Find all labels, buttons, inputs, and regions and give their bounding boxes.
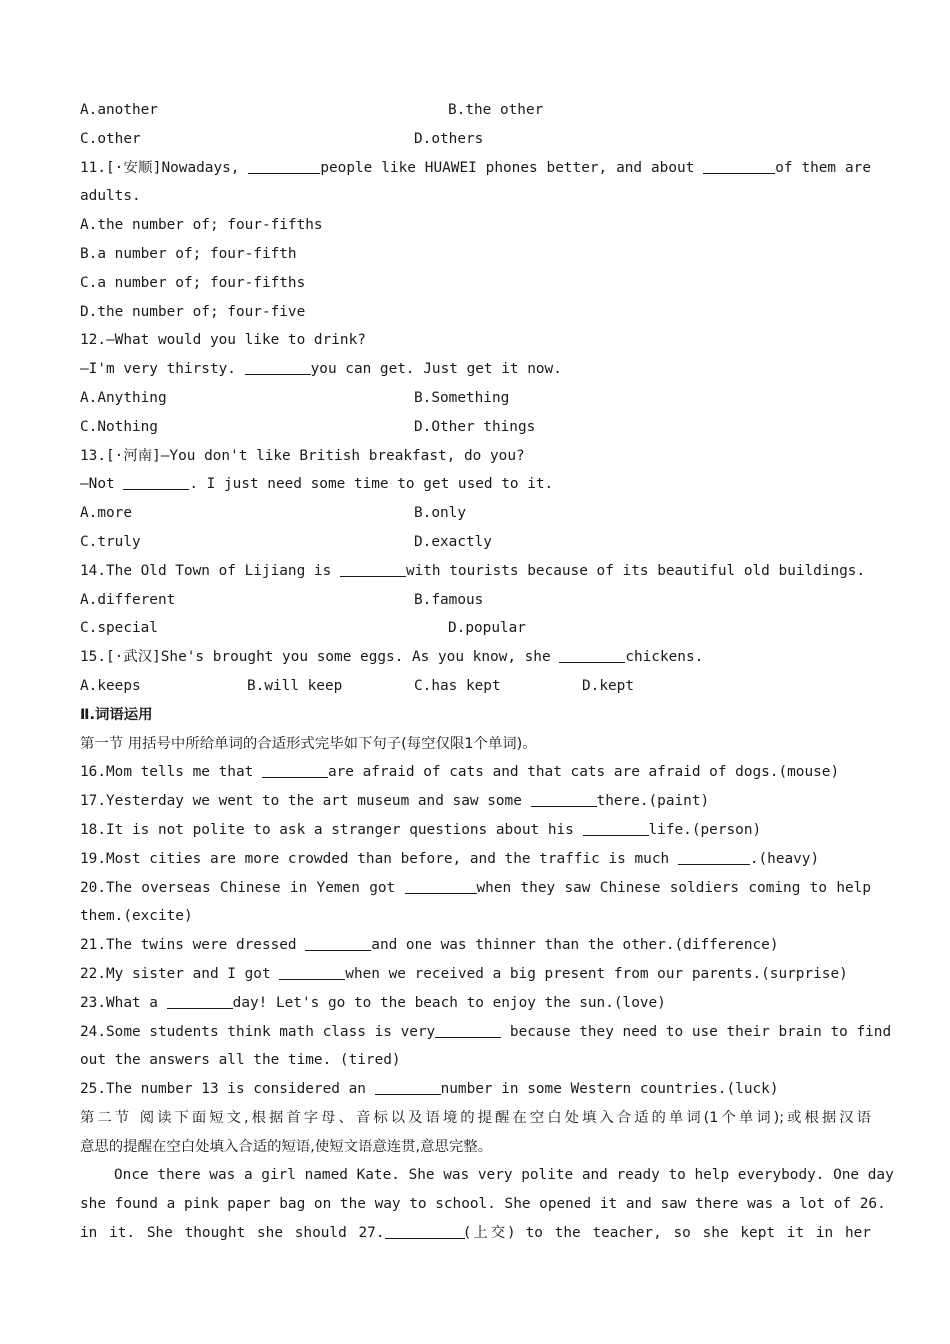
answer-blank[interactable] [531, 791, 597, 807]
answer-blank[interactable] [340, 561, 406, 577]
answer-blank[interactable] [245, 359, 311, 375]
q23-sentence: 23.What a day! Let's go to the beach to enjoy the sun.(love) [80, 994, 666, 1011]
q24-sentence-cont: out the answers all the time. (tired) [80, 1052, 401, 1069]
answer-blank[interactable] [123, 474, 189, 490]
q12-question: 12.—What would you like to drink? [80, 332, 366, 349]
q10-option-b: B.the other [448, 102, 544, 118]
q15-option-c: C.has kept [414, 677, 501, 694]
answer-blank[interactable] [375, 1079, 441, 1095]
q13-question: 13.[·河南]—You don't like British breakfast, do you? [80, 447, 525, 464]
q14-option-a: A.different [80, 591, 176, 608]
part1-instruction: 第一节 用括号中所给单词的合适形式完毕如下句子(每空仅限1个单词)。 [80, 735, 537, 752]
q15-question: 15.[·武汉]She's brought you some eggs. As you know, she chickens. [80, 649, 704, 666]
q12-options-row2 [80, 413, 871, 442]
q11-option-c: C.a number of; four-fifths [80, 274, 306, 291]
q19-sentence: 19.Most cities are more crowded than before, and the traffic is much .(heavy) [80, 850, 820, 867]
answer-blank[interactable] [248, 158, 320, 174]
passage-line-3: in it. She thought she should 27. (上交) to the teacher, so she kept it in her [80, 1225, 871, 1242]
q14-question: 14.The Old Town of Lijiang is with tourists because of its beautiful old buildings. [80, 562, 866, 579]
q20-sentence-cont: them.(excite) [80, 908, 193, 925]
q15-options-row [80, 672, 871, 701]
q13-option-c: C.truly [80, 533, 141, 550]
answer-blank[interactable] [678, 849, 750, 865]
answer-blank[interactable] [405, 878, 477, 894]
answer-blank[interactable] [703, 158, 775, 174]
q14-option-d: D.popular [448, 620, 526, 637]
q13-options-row1 [80, 499, 871, 528]
q13-option-d: D.exactly [414, 533, 492, 550]
q13-options-row2 [80, 528, 871, 557]
q10-option-d: D.others [414, 130, 484, 147]
section-heading: Ⅱ.词语运用 [80, 706, 153, 723]
q14-option-b: B.famous [414, 591, 484, 608]
q16-sentence: 16.Mom tells me that are afraid of cats and that cats are afraid of dogs.(mouse) [80, 764, 840, 781]
passage-line-1: Once there was a girl named Kate. She was very polite and ready to help everybody. One day [114, 1167, 894, 1184]
answer-blank[interactable] [279, 964, 345, 980]
q13-option-b: B.only [414, 505, 466, 522]
q20-sentence: 20.The overseas Chinese in Yemen got when they saw Chinese soldiers coming to help [80, 879, 871, 896]
answer-blank[interactable] [305, 935, 371, 951]
q21-sentence: 21.The twins were dressed and one was thinner than the other.(difference) [80, 937, 779, 954]
q24-sentence: 24.Some students think math class is very because they need to use their brain to find [80, 1023, 892, 1040]
q12-option-d: D.Other things [414, 418, 536, 435]
q10-option-a: A.another [80, 102, 158, 118]
answer-blank[interactable] [385, 1223, 465, 1239]
q15-option-d: D.kept [582, 677, 634, 694]
q11-question: 11.[·安顺]Nowadays, people like HUAWEI phones better, and about of them are [80, 159, 871, 176]
q25-sentence: 25.The number 13 is considered an number in some Western countries.(luck) [80, 1081, 779, 1098]
passage-line-2: she found a pink paper bag on the way to school. She opened it and saw there was a lot of 26. [80, 1196, 886, 1213]
q10-options-row2 [80, 125, 871, 154]
q14-option-c: C.special [80, 620, 158, 637]
q15-option-a: A.keeps [80, 677, 141, 694]
q13-option-a: A.more [80, 505, 132, 522]
q18-sentence: 18.It is not polite to ask a stranger questions about his life.(person) [80, 821, 762, 838]
answer-blank[interactable] [262, 762, 328, 778]
answer-blank[interactable] [167, 993, 233, 1009]
q14-options-row1 [80, 586, 871, 615]
q12-option-b: B.Something [414, 389, 510, 406]
part2-instruction-cont: 意思的提醒在空白处填入合适的短语,使短文语意连贯,意思完整。 [80, 1138, 493, 1155]
q11-option-d: D.the number of; four-five [80, 303, 306, 320]
q11-option-a: A.the number of; four-fifths [80, 217, 323, 234]
q14-options-row2 [80, 614, 871, 643]
q11-question-cont: adults. [80, 188, 141, 205]
q13-answer-line: —Not . I just need some time to get used to it. [80, 476, 554, 493]
q12-option-c: C.Nothing [80, 418, 158, 435]
q11-option-b: B.a number of; four-fifth [80, 245, 297, 262]
q12-option-a: A.Anything [80, 389, 167, 406]
part2-instruction: 第二节 阅读下面短文,根据首字母、音标以及语境的提醒在空白处填入合适的单词(1个单词);或根据汉语 [80, 1109, 871, 1126]
q12-answer-line: —I'm very thirsty. you can get. Just get it now. [80, 361, 562, 378]
q10-option-c: C.other [80, 130, 141, 147]
q17-sentence: 17.Yesterday we went to the art museum and saw some there.(paint) [80, 793, 710, 810]
q12-options-row1 [80, 384, 871, 413]
answer-blank[interactable] [435, 1022, 501, 1038]
q10-options-row1 [80, 96, 871, 125]
q22-sentence: 22.My sister and I got when we received a big present from our parents.(surprise) [80, 965, 848, 982]
worksheet-page [80, 96, 894, 1248]
answer-blank[interactable] [559, 647, 625, 663]
q15-option-b: B.will keep [247, 677, 343, 694]
answer-blank[interactable] [583, 820, 649, 836]
